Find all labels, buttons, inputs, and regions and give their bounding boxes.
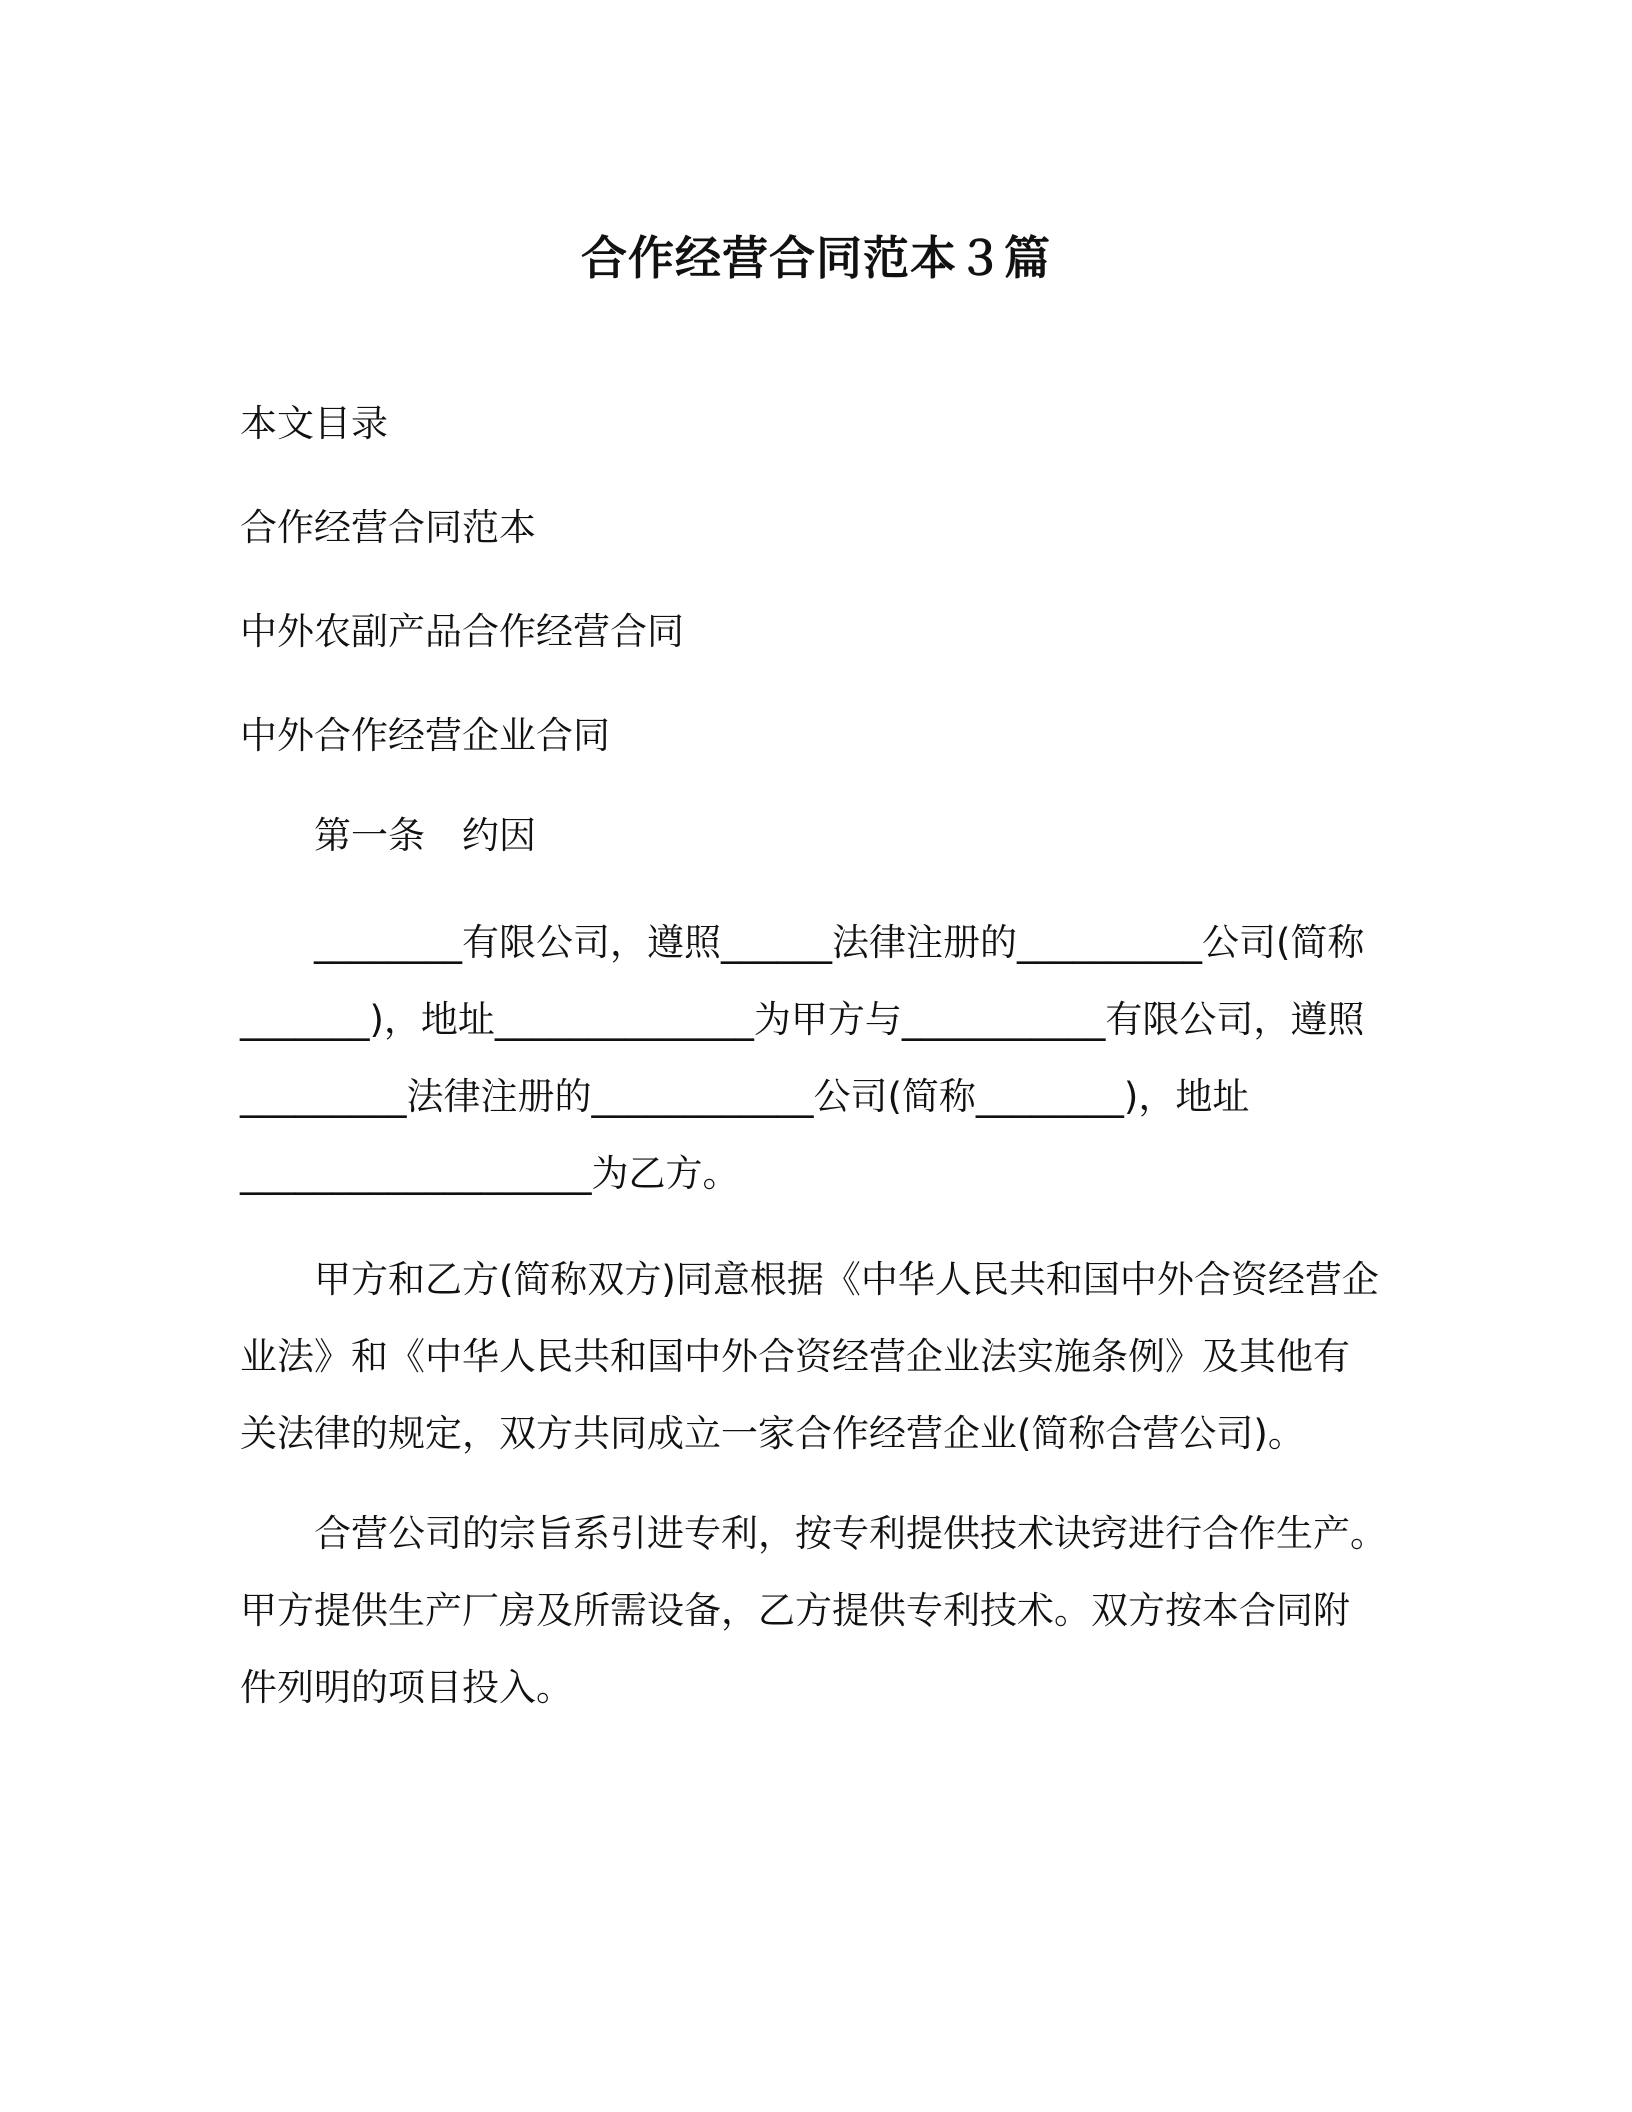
toc-item-1: 合作经营合同范本 xyxy=(240,506,536,549)
toc-item-2: 中外农副产品合作经营合同 xyxy=(240,610,684,653)
toc-heading: 本文目录 xyxy=(240,402,388,445)
paragraph-parties xyxy=(240,904,1410,1212)
document-title: 合作经营合同范本３篇 xyxy=(581,231,1051,285)
paragraph-purpose xyxy=(240,1495,1410,1726)
paragraph-line: 关法律的规定，双方共同成立一家合作经营企业(简称合营公司)。 xyxy=(240,1412,1305,1455)
paragraph-line: 业法》和《中华人民共和国中外合资经营企业法实施条例》及其他有 xyxy=(240,1335,1350,1378)
paragraph-line: _______)，地址______________为甲方与___________有限公司，遵照 xyxy=(240,998,1365,1041)
toc-item-3: 中外合作经营企业合同 xyxy=(240,714,610,757)
paragraph-line: ________有限公司，遵照______法律注册的__________公司(简称 xyxy=(240,921,1365,964)
paragraph-line: 甲方和乙方(简称双方)同意根据《中华人民共和国中外合资经营企 xyxy=(240,1258,1379,1301)
paragraph-line: 合营公司的宗旨系引进专利，按专利提供技术诀窍进行合作生产。 xyxy=(240,1512,1387,1555)
paragraph-line: 甲方提供生产厂房及所需设备，乙方提供专利技术。双方按本合同附 xyxy=(240,1589,1350,1632)
paragraph-line: _________法律注册的____________公司(简称________)，地址 xyxy=(240,1075,1250,1118)
paragraph-line: ___________________为乙方。 xyxy=(240,1152,740,1195)
paragraph-legal-basis xyxy=(240,1241,1410,1472)
table-of-contents xyxy=(240,400,1400,816)
paragraph-line: 件列明的项目投入。 xyxy=(240,1666,573,1709)
article-heading: 第一条 约因 xyxy=(314,814,536,857)
